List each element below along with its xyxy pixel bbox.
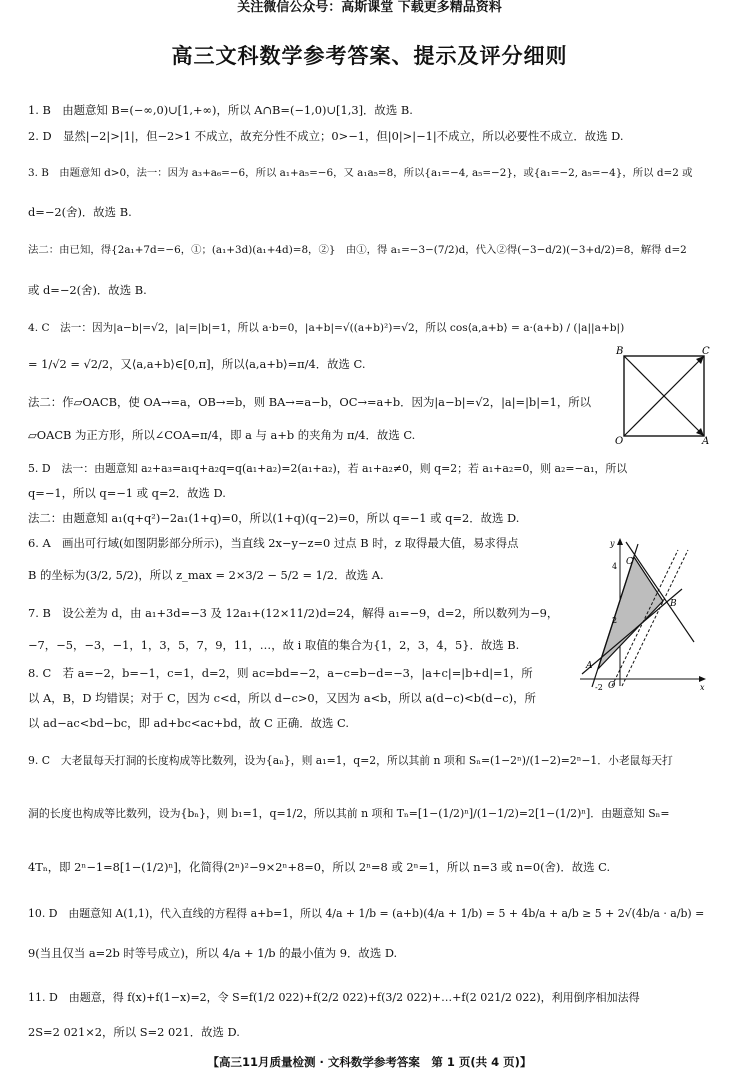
x-axis-label: x — [700, 683, 705, 692]
x-axis-arrow — [699, 676, 706, 682]
answer-4-line-1: 4. C 法一：因为|a−b|=√2，|a|=|b|=1，所以 a·b=0，|a+b|=√((a+b)²)=√2，所以 cos⟨a,a+b⟩ = a·(a+b) / (|a||a+b|) — [28, 322, 625, 334]
answer-3-line-2: d=−2(舍)．故选 B. — [28, 205, 132, 219]
page-title: 高三文科数学参考答案、提示及评分细则 — [171, 44, 568, 68]
label-o: O — [608, 681, 616, 691]
answer-5-line-3: 法二：由题意知 a₁(q+q²)−2a₁(1+q)=0，所以(1+q)(q−2)=0，所以 q=−1 或 q=2．故选 D. — [28, 511, 520, 525]
label-c: C — [626, 557, 633, 567]
y-axis-arrow — [617, 538, 623, 545]
answer-4-line-4: ▱OACB 为正方形，所以∠COA=π/4，即 a 与 a+b 的夹角为 π/4．故选 C. — [28, 428, 416, 442]
answer-8-line-1: 8. C 若 a=−2，b=−1，c=1，d=2，则 ac=bd=−2，a−c=b−d=−3，|a+c|=|b+d|=1，所 — [28, 666, 533, 680]
answer-7-line-1: 7. B 设公差为 d，由 a₁+3d=−3 及 12a₁+(12×11/2)d=24，解得 a₁=−9，d=2，所以数列为−9， — [28, 606, 559, 620]
answer-10-line-2: 9(当且仅当 a=2b 时等号成立)，所以 4/a + 1/b 的最小值为 9．故选 D. — [28, 946, 398, 960]
answer-11-line-2: 2S=2 021×2，所以 S=2 021．故选 D. — [28, 1025, 240, 1039]
answer-6-line-1: 6. A 画出可行域(如图阴影部分所示)，当直线 2x−y−z=0 过点 B 时，z 取得最大值，易求得点 — [28, 536, 519, 550]
square-figure — [612, 344, 712, 446]
answer-3-line-1: 3. B 由题意知 d>0，法一：因为 a₃+a₆=−6，所以 a₁+a₅=−6，又 a₁a₅=8，所以{a₁=−4, a₅=−2}，或{a₁=−2, a₅=−4}，所以 d=2 或 — [28, 167, 693, 179]
label-a: A — [702, 436, 710, 446]
answer-4-line-3: 法二：作▱OACB，使 OA→=a，OB→=b，则 BA→=a−b，OC→=a+b．因为|a−b|=√2，|a|=|b|=1，所以 — [28, 395, 592, 409]
label-b: B — [616, 346, 624, 357]
answer-10-line-1: 10. D 由题意知 A(1,1)，代入直线的方程得 a+b=1，所以 4/a + 1/b = (a+b)(4/a + 1/b) = 5 + 4b/a + a/b ≥ 5 + 2√(4b/a · a/b) = — [28, 907, 705, 920]
answer-4-line-2: = 1/√2 = √2/2，又⟨a,a+b⟩∈[0,π]，所以⟨a,a+b⟩=π/4．故选 C. — [28, 357, 366, 371]
answer-9-line-3: 4Tₙ，即 2ⁿ−1=8[1−(1/2)ⁿ]，化简得(2ⁿ)²−9×2ⁿ+8=0，所以 2ⁿ=8 或 2ⁿ=1，所以 n=3 或 n=0(舍)．故选 C. — [28, 860, 611, 874]
y-axis-label: y — [610, 539, 615, 548]
label-c: C — [702, 346, 710, 357]
answer-9-line-1: 9. C 大老鼠每天打洞的长度构成等比数列，设为{aₙ}，则 a₁=1，q=2，所以其前 n 项和 Sₙ=(1−2ⁿ)/(1−2)=2ⁿ−1．小老鼠每天打 — [28, 754, 673, 767]
answer-8-line-3: 以 ad−ac<bd−bc，即 ad+bc<ac+bd，故 C 正确．故选 C. — [28, 716, 349, 730]
label-b: B — [670, 599, 677, 609]
page-footer: 【高三11月质量检测 · 文科数学参考答案 第 1 页(共 4 页)】 — [207, 1055, 532, 1069]
answer-3-method-2: 法二：由已知，得{2a₁+7d=−6，①；(a₁+3d)(a₁+4d)=8，②} 由①，得 a₁=−3−(7/2)d，代入②得(−3−d/2)(−3+d/2)=8，解得 d=2 — [28, 244, 687, 256]
answer-7-line-2: −7，−5，−3，−1，1，3，5，7，9，11，…，故 i 取值的集合为{1，2，3，4，5}．故选 B. — [28, 638, 520, 652]
answer-2: 2. D 显然|−2|>|1|，但−2>1 不成立，故充分性不成立；0>−1，但|0|>|−1|不成立，所以必要性不成立．故选 D. — [28, 129, 624, 143]
tick-2: 2 — [612, 616, 618, 625]
label-a: A — [586, 661, 593, 671]
answer-9-line-2: 洞的长度也构成等比数列，设为{bₙ}，则 b₁=1，q=1/2，所以其前 n 项和 Tₙ=[1−(1/2)ⁿ]/(1−1/2)=2[1−(1/2)ⁿ]．由题意知 Sₙ= — [28, 807, 670, 820]
label-o: O — [615, 436, 624, 446]
answer-11-line-1: 11. D 由题意，得 f(x)+f(1−x)=2，令 S=f(1/2 022)+f(2/2 022)+f(3/2 022)+…+f(2 021/2 022)，利用倒序相加法得 — [28, 991, 640, 1004]
feasible-region-figure — [578, 534, 708, 694]
answer-5-line-2: q=−1，所以 q=−1 或 q=2．故选 D. — [28, 486, 226, 500]
answer-8-line-2: 以 A，B，D 均错误；对于 C，因为 c<d，所以 d−c>0，又因为 a<b，所以 a(d−c)<b(d−c)，所 — [28, 691, 536, 705]
tick-4: 4 — [612, 562, 618, 571]
answer-6-line-2: B 的坐标为(3/2, 5/2)，所以 z_max = 2×3/2 − 5/2 = 1/2．故选 A. — [28, 568, 384, 582]
answer-3-line-4: 或 d=−2(舍)．故选 B. — [28, 283, 147, 297]
answer-5-line-1: 5. D 法一：由题意知 a₂+a₃=a₁q+a₂q=q(a₁+a₂)=2(a₁+a₂)，若 a₁+a₂≠0，则 q=2；若 a₁+a₂=0，则 a₂=−a₁，所以 — [28, 462, 628, 475]
top-banner: 关注微信公众号：高斯课堂 下载更多精品资料 — [237, 0, 502, 15]
tick-neg-2: -2 — [595, 683, 603, 692]
answer-1: 1. B 由题意知 B=(−∞,0)∪[1,+∞)，所以 A∩B=(−1,0)∪[1,3]．故选 B. — [28, 103, 413, 117]
